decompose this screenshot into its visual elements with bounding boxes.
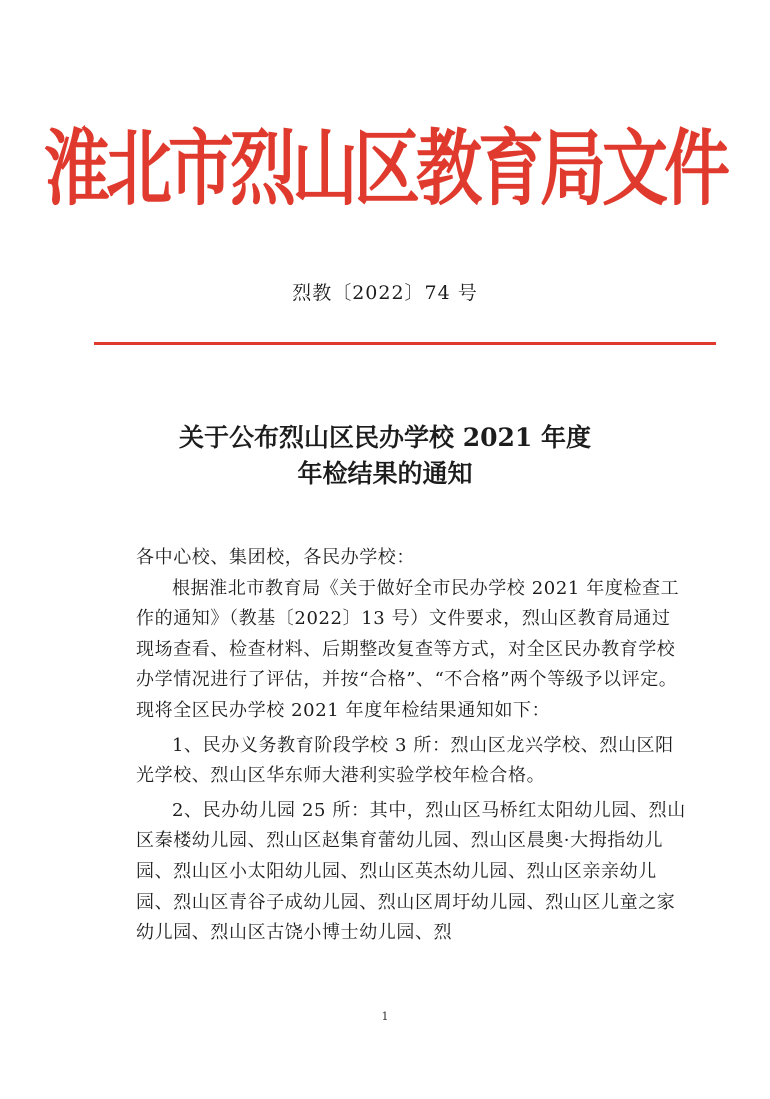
document-header-title: 淮北市烈山区教育局文件 <box>44 120 726 217</box>
notice-body <box>136 543 688 949</box>
red-divider-line <box>94 342 716 345</box>
body-paragraph-item-1: 1、民办义务教育阶段学校 3 所：烈山区龙兴学校、烈山区阳光学校、烈山区华东师大港利实验学校年检合格。 <box>136 734 674 787</box>
notice-title <box>0 420 770 492</box>
body-paragraph-intro: 根据淮北市教育局《关于做好全市民办学校 2021 年度检查工作的通知》（教基〔2022〕13 号）文件要求，烈山区教育局通过现场查看、检查材料、后期整改复查等方式，对全区民办教育学校办学情况进行了评估，并按“合格”、“不合格”两个等级予以评定。现将全区民办学校 2021 年度年检结果通知如下： <box>136 577 680 721</box>
document-number: 烈教〔2022〕74 号 <box>292 282 478 304</box>
notice-title-line-2: 年检结果的通知 <box>297 459 473 488</box>
page-number: 1 <box>381 1010 389 1023</box>
body-paragraph-item-2: 2、民办幼儿园 25 所：其中，烈山区马桥红太阳幼儿园、烈山区秦楼幼儿园、烈山区赵集育蕾幼儿园、烈山区晨奥·大拇指幼儿园、烈山区小太阳幼儿园、烈山区英杰幼儿园、烈山区亲亲幼儿园、烈山区青谷子成幼儿园、烈山区周圩幼儿园、烈山区儿童之家幼儿园、烈山区古饶小博士幼儿园、烈 <box>136 799 686 944</box>
salutation: 各中心校、集团校，各民办学校： <box>136 547 415 568</box>
notice-title-line-1: 关于公布烈山区民办学校 2021 年度 <box>179 423 591 452</box>
